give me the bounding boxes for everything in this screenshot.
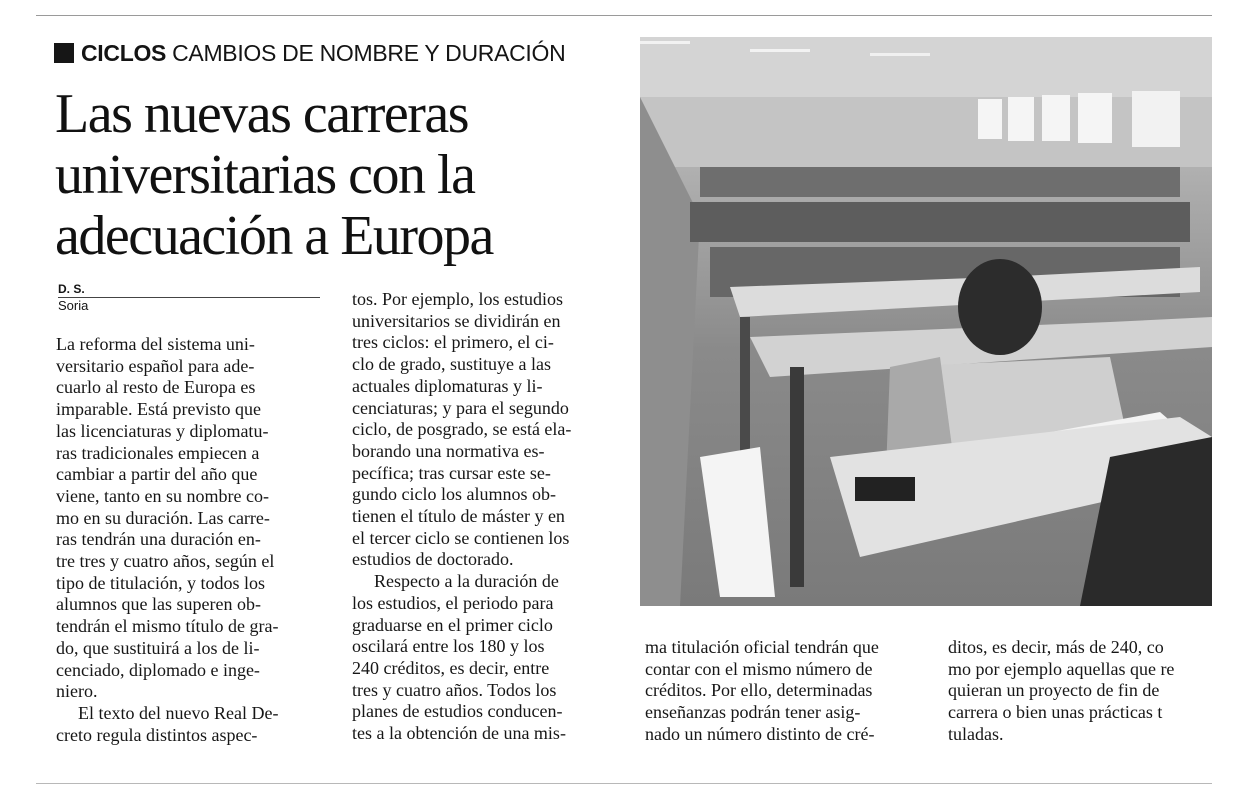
article-text-line: 240 créditos, es decir, entre: [352, 657, 550, 678]
article-text-line: cenciaturas; y para el segundo: [352, 397, 569, 418]
article-text-line: pecífica; tras cursar este se-: [352, 462, 551, 483]
headline: [55, 84, 615, 267]
article-text-line: carrera o bien unas prácticas t: [948, 702, 1163, 723]
article-text-line: gundo ciclo los alumnos ob-: [352, 484, 556, 505]
article-text-line: los estudios, el periodo para: [352, 592, 554, 613]
article-text-line: ditos, es decir, más de 240, co: [948, 637, 1164, 657]
article-text-line: las licenciaturas y diplomatu-: [56, 420, 269, 441]
byline-author: D. S.: [58, 282, 85, 296]
article-text-line: tres ciclos: el primero, el ci-: [352, 332, 554, 353]
byline: [58, 283, 320, 313]
article-text-line: El texto del nuevo Real De-: [78, 702, 279, 723]
article-text-line: tre tres y cuatro años, según el: [56, 551, 275, 572]
byline-rule: [58, 297, 320, 298]
article-text-line: tienen el título de máster y en: [352, 506, 565, 527]
article-text-line: cuarlo al resto de Europa es: [56, 377, 256, 398]
bottom-rule: [36, 783, 1212, 784]
article-text-line: tendrán el mismo título de gra-: [56, 616, 279, 637]
article-text-line: oscilará entre los 180 y los: [352, 636, 545, 657]
article-text-line: enseñanzas podrán tener asig-: [645, 702, 861, 723]
article-text-line: do, que sustituirá a los de li-: [56, 637, 260, 658]
article-text-line: ras tendrán una duración en-: [56, 529, 261, 550]
article-column-1: [56, 334, 278, 746]
article-text-line: viene, tanto en su nombre co-: [56, 485, 269, 506]
article-text-line: versitario español para ade-: [56, 355, 255, 376]
article-text-line: ras tradicionales empiecen a: [56, 442, 260, 463]
kicker-subtitle: CAMBIOS DE NOMBRE Y DURACIÓN: [172, 39, 566, 66]
article-text-line: imparable. Está previsto que: [56, 399, 261, 420]
article-column-2: [352, 289, 571, 745]
article-text-line: niero.: [56, 681, 98, 702]
article-text-line: ma titulación oficial tendrán que: [645, 637, 879, 657]
article-text-line: mo en su duración. Las carre-: [56, 507, 270, 528]
article-text-line: créditos. Por ello, determinadas: [645, 680, 873, 701]
article-text-line: tuladas.: [948, 723, 1004, 744]
article-text-line: tos. Por ejemplo, los estudios: [352, 289, 563, 309]
article-text-line: el tercer ciclo se contienen los: [352, 527, 570, 548]
headline-line: Las nuevas carreras: [55, 83, 469, 145]
article-text-line: graduarse en el primer ciclo: [352, 614, 553, 635]
article-text-line: planes de estudios conducen-: [352, 701, 563, 722]
headline-line: universitarias con la: [55, 144, 475, 206]
article-text-line: ciclo, de posgrado, se está ela-: [352, 419, 572, 440]
article-text-line: tres y cuatro años. Todos los: [352, 679, 557, 700]
article-text-line: clo de grado, sustituye a las: [352, 354, 551, 375]
article-text-line: alumnos que las superen ob-: [56, 594, 261, 615]
byline-location: Soria: [58, 298, 89, 313]
article-text-line: creto regula distintos aspec-: [56, 724, 258, 745]
article-text-line: La reforma del sistema uni-: [56, 334, 255, 354]
kicker-square-icon: [54, 43, 74, 63]
photo-image-icon: [640, 37, 1212, 606]
article-text-line: contar con el mismo número de: [645, 658, 873, 679]
article-text-line: cambiar a partir del año que: [56, 464, 258, 485]
article-text-line: tes a la obtención de una mis-: [352, 723, 566, 744]
article-text-line: borando una normativa es-: [352, 440, 545, 461]
article-column-3: [645, 637, 879, 746]
article-column-4: [948, 637, 1212, 746]
classroom-exam-photo: [640, 37, 1212, 606]
section-kicker: [54, 38, 565, 68]
article-text-line: Respecto a la duración de: [374, 571, 559, 592]
article-text-line: tipo de titulación, y todos los: [56, 572, 265, 593]
article-text-line: cenciado, diplomado e inge-: [56, 659, 260, 680]
article-text-line: quieran un proyecto de fin de: [948, 680, 1160, 701]
headline-line: adecuación a Europa: [55, 205, 493, 267]
top-rule: [36, 15, 1212, 16]
kicker-keyword: CICLOS: [81, 39, 167, 66]
article-text-line: nado un número distinto de cré-: [645, 723, 875, 744]
article-text-line: universitarios se dividirán en: [352, 310, 561, 331]
article-text-line: mo por ejemplo aquellas que re: [948, 658, 1175, 679]
article-text-line: estudios de doctorado.: [352, 549, 514, 570]
article-text-line: actuales diplomaturas y li-: [352, 375, 543, 396]
